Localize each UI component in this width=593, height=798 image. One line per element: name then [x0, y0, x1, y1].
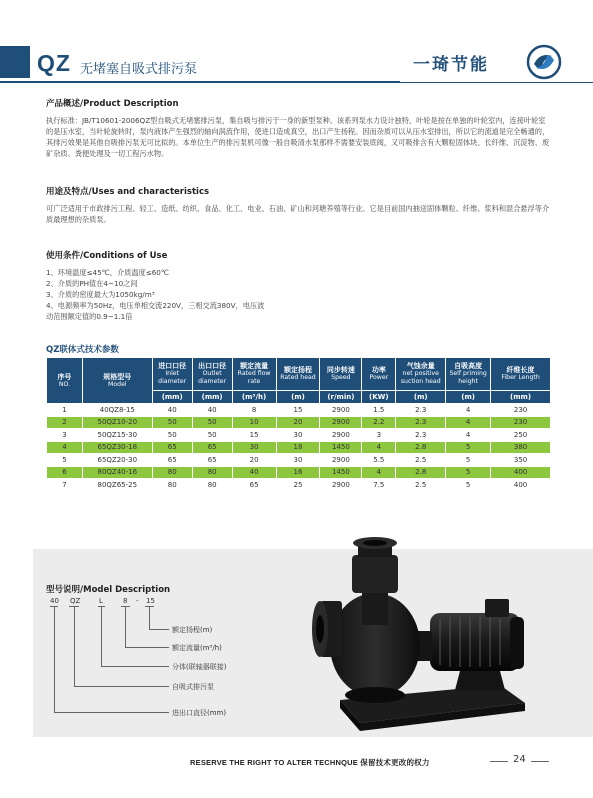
- unit-cell: (m): [446, 391, 491, 404]
- table-cell: 3: [362, 429, 396, 442]
- section-heading: 使用条件/Conditions of Use: [46, 251, 168, 261]
- table-cell: 2.3: [396, 429, 446, 442]
- col-header-outlet: 出口口径 Outlet diameter: [192, 358, 232, 391]
- table-cell: 4: [446, 404, 491, 417]
- table-cell: 30: [232, 441, 276, 454]
- brand-name: 一琦节能: [413, 55, 489, 75]
- header-product-title: 无堵塞自吸式排污泵: [80, 62, 198, 77]
- col-header-speed: 同步转速 Speed: [320, 358, 362, 391]
- table-cell: 30: [276, 454, 320, 467]
- table-cell: 80: [192, 466, 232, 479]
- table-cell: 380: [491, 441, 551, 454]
- table-cell: 40: [192, 404, 232, 417]
- table-cell: 50: [192, 429, 232, 442]
- section-heading: 用途及特点/Uses and characteristics: [46, 187, 210, 197]
- code-part-dash: -: [136, 597, 139, 605]
- legend-port-diameter: 进出口直径(mm): [172, 709, 227, 717]
- page-header: [0, 0, 593, 92]
- code-part-type: QZ: [70, 597, 81, 605]
- page-number-rule-right: [531, 761, 549, 762]
- unit-cell: (r/min): [320, 391, 362, 404]
- col-header-no: 序号 NO.: [47, 358, 83, 404]
- table-cell: 4: [446, 416, 491, 429]
- table-cell: 1: [47, 404, 83, 417]
- unit-cell: (mm): [152, 391, 192, 404]
- table-cell: 3: [47, 429, 83, 442]
- table-cell: 2.3: [396, 416, 446, 429]
- table-title: QZ联体式技术参数: [46, 345, 119, 355]
- section-conditions: [46, 249, 551, 322]
- table-cell: 5: [446, 466, 491, 479]
- col-header-model: 规格型号 Model: [82, 358, 152, 404]
- table-cell: 20: [276, 416, 320, 429]
- page-number-rule-left: [490, 761, 508, 762]
- table-cell: 50: [152, 429, 192, 442]
- table-cell: 2: [47, 416, 83, 429]
- table-cell: 6: [47, 466, 83, 479]
- unit-cell: (m): [396, 391, 446, 404]
- table-cell: 40: [152, 404, 192, 417]
- table-cell: 25: [276, 479, 320, 492]
- table-cell: 2900: [320, 404, 362, 417]
- table-cell: 10: [232, 416, 276, 429]
- swirl-logo-icon: [526, 44, 562, 80]
- code-part-split: L: [99, 597, 103, 605]
- legend-rated-head: 额定扬程(m): [172, 626, 213, 634]
- table-cell: 50: [152, 416, 192, 429]
- table-cell: 20: [232, 454, 276, 467]
- table-cell: 65: [152, 441, 192, 454]
- table-row: [47, 429, 551, 442]
- table-cell: 1450: [320, 441, 362, 454]
- table-cell: 5: [446, 479, 491, 492]
- table-cell: 80QZ40-16: [82, 466, 152, 479]
- table-cell: 1.5: [362, 404, 396, 417]
- table-cell: 5: [446, 441, 491, 454]
- table-cell: 4: [47, 441, 83, 454]
- col-header-priming: 自吸高度 Self priming height: [446, 358, 491, 391]
- table-cell: 7: [47, 479, 83, 492]
- section-product-description: [46, 97, 551, 159]
- unit-cell: (mm): [192, 391, 232, 404]
- section-heading: 产品概述/Product Description: [46, 99, 179, 109]
- specs-table: [46, 357, 551, 492]
- unit-cell: (mm): [491, 391, 551, 404]
- section-body: 可广泛适用于市政排污工程、轻工、造纸、纺织、食品、化工、电业、石油、矿山和河塘养殖等行业。它是目前国内抽送固体颗粒、纤维、浆料和混合悬浮等介质最理想的杂质泵。: [46, 204, 550, 224]
- table-cell: 250: [491, 429, 551, 442]
- table-row: [47, 454, 551, 467]
- table-cell: 65QZ20-30: [82, 454, 152, 467]
- table-cell: 80: [152, 479, 192, 492]
- table-cell: 80QZ65-25: [82, 479, 152, 492]
- table-cell: 15: [232, 429, 276, 442]
- col-header-flow: 额定流量 Rated flow rate: [232, 358, 276, 391]
- self-priming-sewage-pump-photo: [300, 535, 540, 735]
- section-body: [46, 267, 551, 322]
- legend-rated-flow: 额定流量(m³/h): [172, 644, 222, 652]
- table-cell: 2900: [320, 454, 362, 467]
- table-cell: 5: [47, 454, 83, 467]
- table-cell: 15: [276, 404, 320, 417]
- condition-item: 2、介质的PH值在4~10之间: [46, 279, 138, 288]
- unit-cell: (m³/h): [232, 391, 276, 404]
- table-row: [47, 479, 551, 492]
- table-cell: 18: [276, 441, 320, 454]
- table-cell: 230: [491, 416, 551, 429]
- table-cell: 80: [192, 479, 232, 492]
- table-cell: 16: [276, 466, 320, 479]
- table-cell: 50: [192, 416, 232, 429]
- col-header-fiber: 纤维长度 Fiber Length: [491, 358, 551, 391]
- footer-disclaimer: RESERVE THE RIGHT TO ALTER TECHNQUE 保留技术更改的权力: [190, 758, 430, 767]
- section-uses: [46, 185, 551, 225]
- unit-cell: (KW): [362, 391, 396, 404]
- table-cell: 8: [232, 404, 276, 417]
- condition-item: 1、环境温度≤45℃，介质温度≤60℃: [46, 268, 169, 277]
- table-cell: 80: [152, 466, 192, 479]
- table-cell: 400: [491, 479, 551, 492]
- table-cell: 2.5: [396, 479, 446, 492]
- condition-item: 3、介质的密度最大为1050kg/m³: [46, 290, 155, 299]
- table-cell: 2.5: [396, 454, 446, 467]
- table-row: [47, 404, 551, 417]
- page-number: 24: [513, 754, 526, 765]
- table-cell: 40QZ8-15: [82, 404, 152, 417]
- table-cell: 2.2: [362, 416, 396, 429]
- table-cell: 1450: [320, 466, 362, 479]
- table-cell: 65: [192, 454, 232, 467]
- table-cell: 65: [152, 454, 192, 467]
- table-cell: 4: [362, 441, 396, 454]
- table-header-row: [47, 358, 551, 391]
- table-cell: 2900: [320, 479, 362, 492]
- table-cell: 2.8: [396, 466, 446, 479]
- table-cell: 4: [362, 466, 396, 479]
- table-cell: 2900: [320, 416, 362, 429]
- header-accent-bar: [0, 46, 30, 78]
- section-body: 执行标准：JB/T10601-2006QZ型自吸式无堵塞排污泵，集自吸与排污于一身的新型泵种。该系列泵水力设计独特，叶轮是按在单独的叶轮室内，连接叶轮室的是压水室，当叶轮旋转时，泵内液体产生强烈的轴向涡流作用，使进口造成真空，出口产生扬程。因而杂质可以从压水室排出，所以它的流道是完全畅通的，其排污效果是其他自吸排污泵无可比拟的。本单位生产的排污泵机可像一般自吸清水泵那样不需要安装底阀，又可吸排含有大颗粒固体块、长纤维、沉淀物、废矿杂质、粪便处理及一切工程污水物。: [46, 116, 550, 158]
- code-part-flow: 8: [123, 597, 128, 605]
- table-cell: 50QZ15-30: [82, 429, 152, 442]
- col-header-head: 额定扬程 Rated head: [276, 358, 320, 391]
- table-cell: 40: [232, 466, 276, 479]
- code-part-diameter: 40: [50, 597, 59, 605]
- unit-cell: (m): [276, 391, 320, 404]
- col-header-npsh: 气蚀余量 net positive suction head: [396, 358, 446, 391]
- table-row: [47, 466, 551, 479]
- table-cell: 4: [446, 429, 491, 442]
- legend-split-coupling: 分体(联轴器联接): [172, 663, 227, 671]
- table-cell: 2900: [320, 429, 362, 442]
- table-cell: 50QZ10-20: [82, 416, 152, 429]
- table-cell: 350: [491, 454, 551, 467]
- condition-item: 4、电源频率为50Hz，电压单相交流220V，三相交流380V，电压波: [46, 301, 265, 310]
- table-cell: 65QZ30-18: [82, 441, 152, 454]
- header-model-code: QZ: [37, 50, 71, 76]
- code-part-head: 15: [146, 597, 155, 605]
- condition-item: 动范围额定值的0.9~1.1倍: [46, 312, 133, 321]
- table-cell: 2.3: [396, 404, 446, 417]
- legend-self-priming: 自吸式排污泵: [172, 683, 214, 691]
- table-cell: 7.5: [362, 479, 396, 492]
- table-cell: 230: [491, 404, 551, 417]
- table-body: [47, 404, 551, 492]
- col-header-power: 功率 Power: [362, 358, 396, 391]
- table-cell: 30: [276, 429, 320, 442]
- model-description-heading: 型号说明/Model Description: [46, 585, 171, 595]
- table-cell: 65: [232, 479, 276, 492]
- table-cell: 65: [192, 441, 232, 454]
- table-cell: 5: [446, 454, 491, 467]
- col-header-inlet: 进口口径 Inlet diameter: [152, 358, 192, 391]
- table-row: [47, 416, 551, 429]
- table-cell: 400: [491, 466, 551, 479]
- table-cell: 2.8: [396, 441, 446, 454]
- table-cell: 5.5: [362, 454, 396, 467]
- table-row: [47, 441, 551, 454]
